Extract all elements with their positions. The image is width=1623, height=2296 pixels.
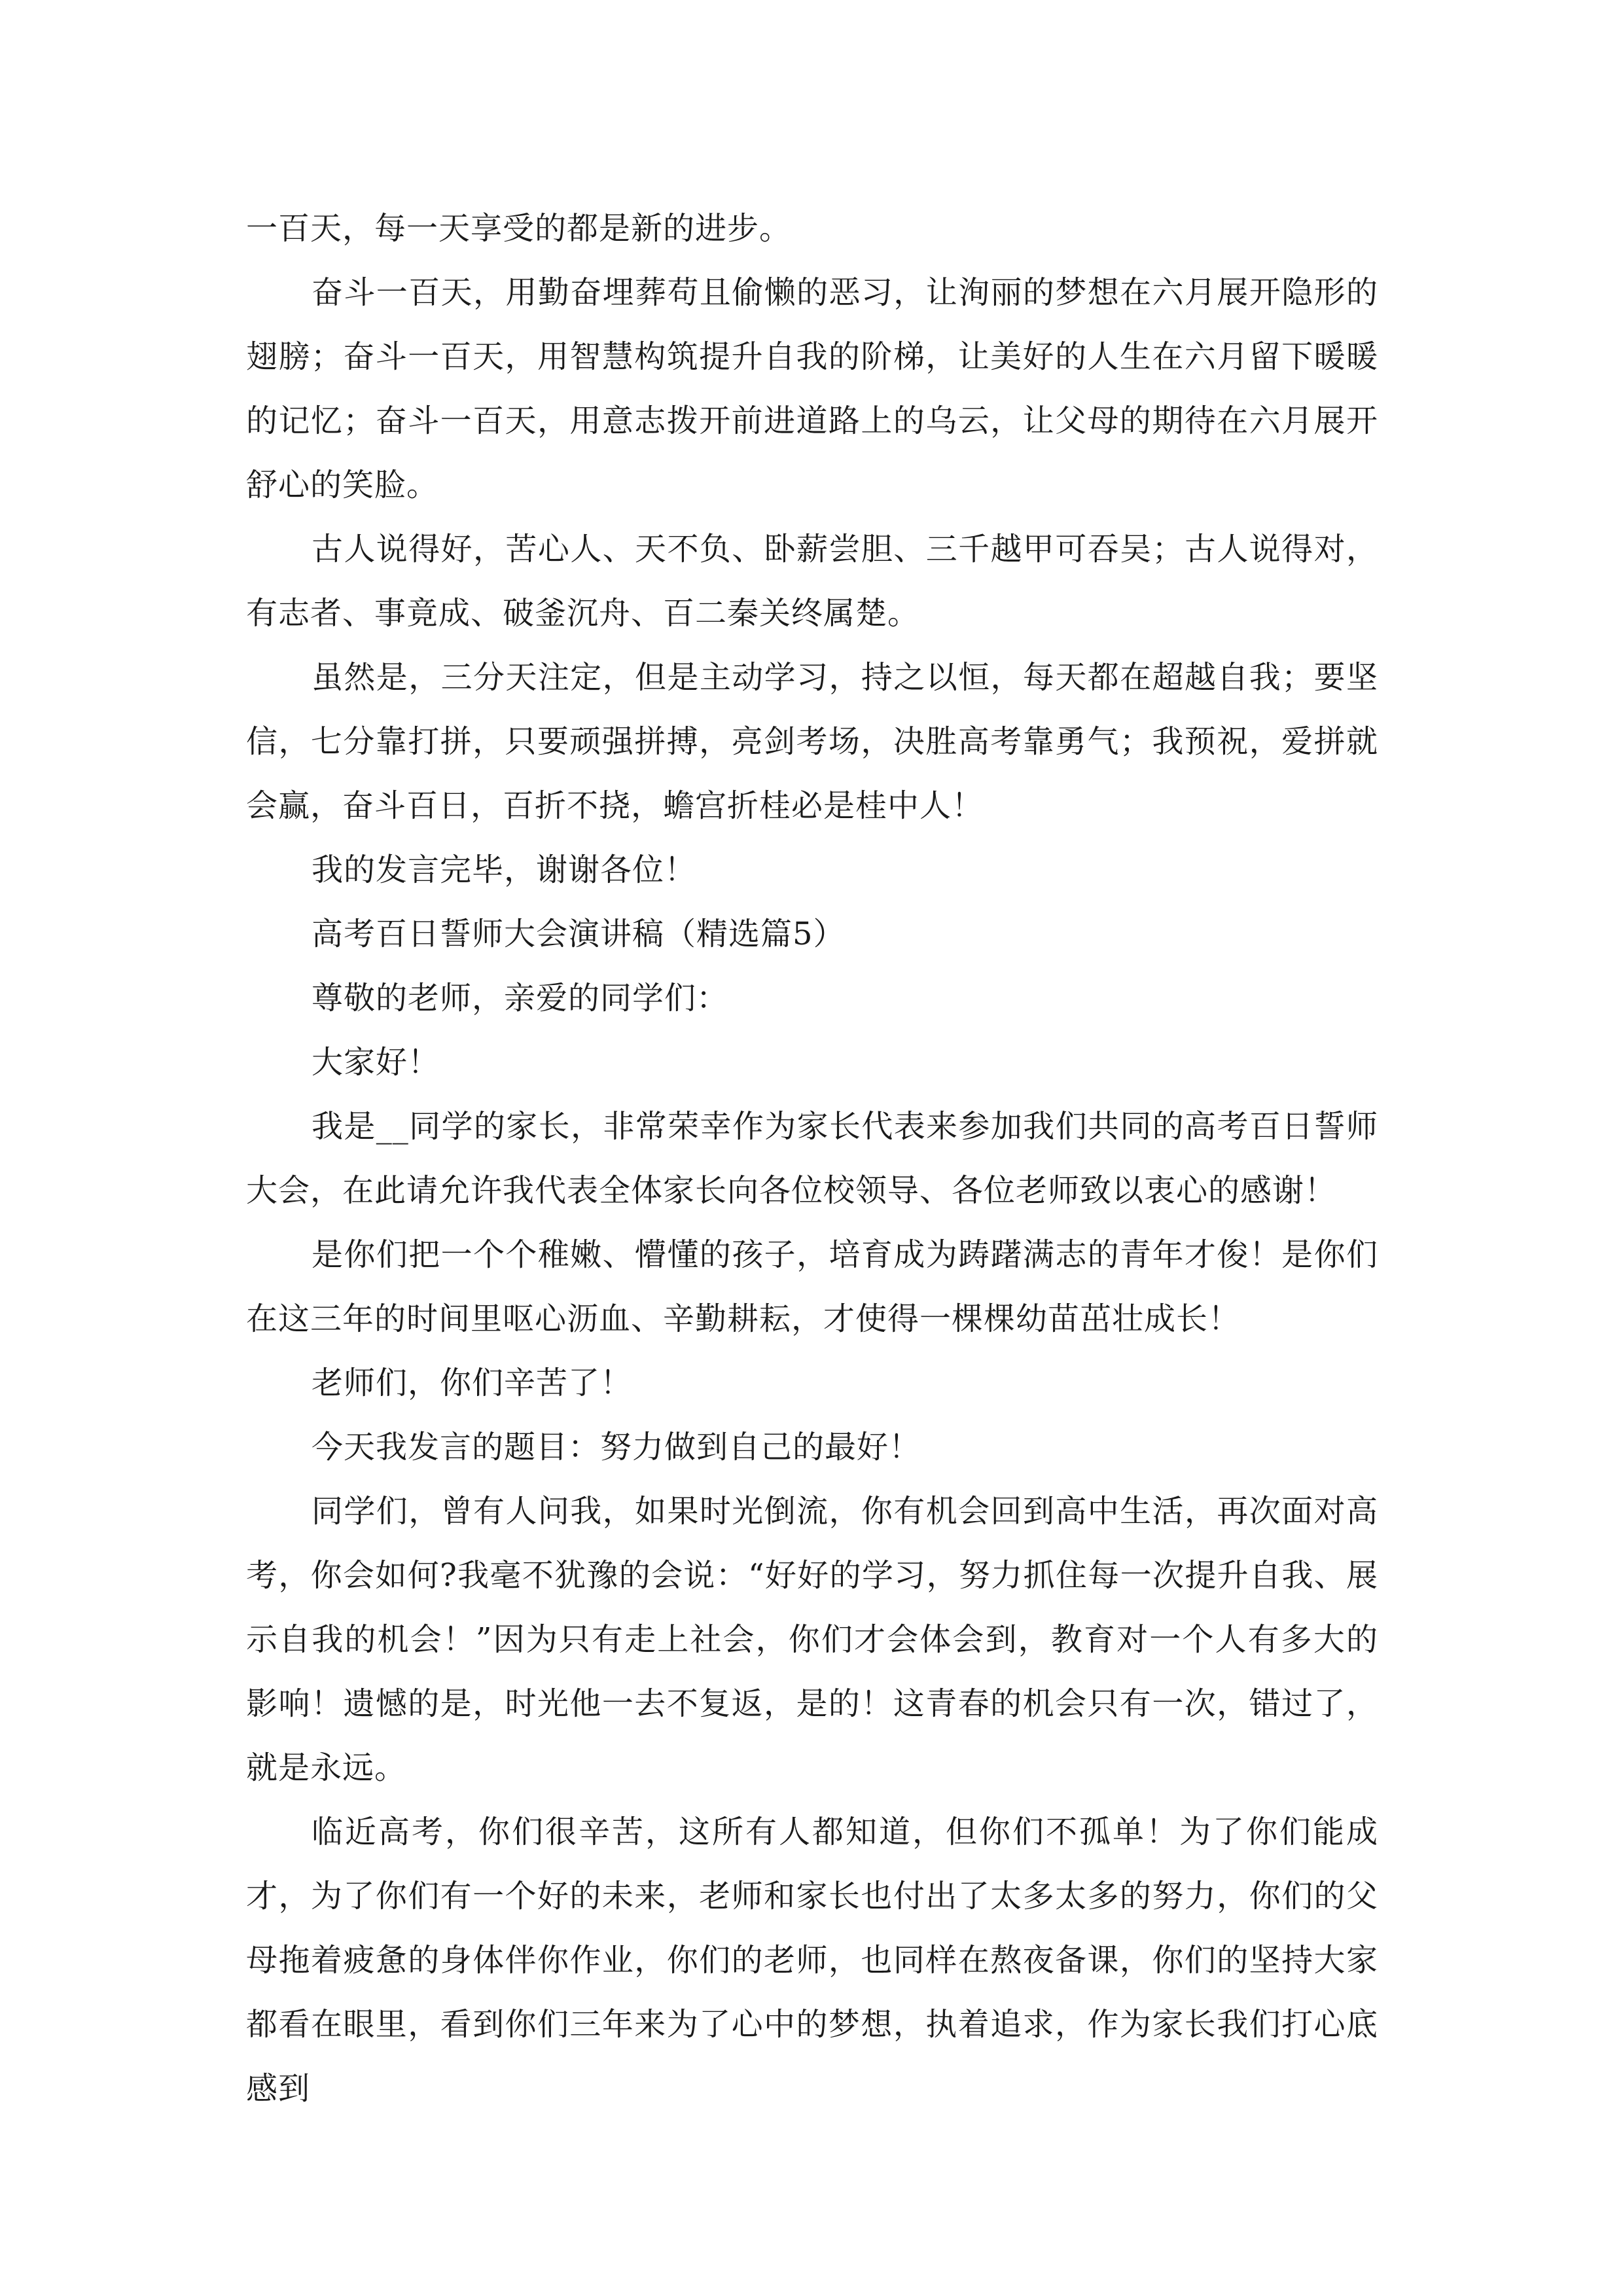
salutation: 尊敬的老师，亲爱的同学们： <box>312 980 729 1016</box>
document-body <box>246 196 1378 2121</box>
paragraph: 今天我发言的题目：努力做到自己的最好！ <box>312 1429 921 1465</box>
paragraph: 奋斗一百天，用勤奋埋葬苟且偷懒的恶习，让洵丽的梦想在六月展开隐形的翅膀；奋斗一百天，用智慧构筑提升自我的阶梯，让美好的人生在六月留下暖暖的记忆；奋斗一百天，用意志拨开前进道路上的乌云，让父母的期待在六月展开舒心的笑脸。 <box>246 274 1378 503</box>
paragraph: 同学们，曾有人问我，如果时光倒流，你有机会回到高中生活，再次面对高考，你会如何?我毫不犹豫的会说：“好好的学习，努力抓住每一次提升自我、展示自我的机会！”因为只有走上社会，你们才会体会到，教育对一个人有多大的影响！遗憾的是，时光他一去不复返，是的！这青春的机会只有一次，错过了，就是永远。 <box>246 1493 1378 1786</box>
paragraph: 一百天，每一天享受的都是新的进步。 <box>246 210 792 247</box>
section-title: 高考百日誓师大会演讲稿（精选篇5） <box>312 916 846 952</box>
paragraph: 是你们把一个个稚嫩、懵懂的孩子，培育成为踌躇满志的青年才俊！是你们在这三年的时间里呕心沥血、辛勤耕耘，才使得一棵棵幼苗茁壮成长！ <box>246 1236 1378 1337</box>
paragraph: 虽然是，三分天注定，但是主动学习，持之以恒，每天都在超越自我；要坚信，七分靠打拼，只要顽强拼搏，亮剑考场，决胜高考靠勇气；我预祝，爱拼就会赢，奋斗百日，百折不挠，蟾宫折桂必是桂中人！ <box>246 659 1378 824</box>
paragraph: 古人说得好，苦心人、天不负、卧薪尝胆、三千越甲可吞吴；古人说得对，有志者、事竟成、破釜沉舟、百二秦关终属楚。 <box>246 531 1378 632</box>
paragraph: 老师们，你们辛苦了！ <box>312 1365 633 1401</box>
closing-line: 我的发言完毕，谢谢各位！ <box>312 852 697 888</box>
paragraph: 我是__同学的家长，非常荣幸作为家长代表来参加我们共同的高考百日誓师大会，在此请允许我代表全体家长向各位校领导、各位老师致以衷心的感谢！ <box>246 1108 1378 1209</box>
greeting: 大家好！ <box>312 1044 440 1081</box>
paragraph: 临近高考，你们很辛苦，这所有人都知道，但你们不孤单！为了你们能成才，为了你们有一个好的未来，老师和家长也付出了太多太多的努力，你们的父母拖着疲惫的身体伴你作业，你们的老师，也同样在熬夜备课，你们的坚持大家都看在眼里，看到你们三年来为了心中的梦想，执着追求，作为家长我们打心底感到 <box>246 1814 1378 2107</box>
